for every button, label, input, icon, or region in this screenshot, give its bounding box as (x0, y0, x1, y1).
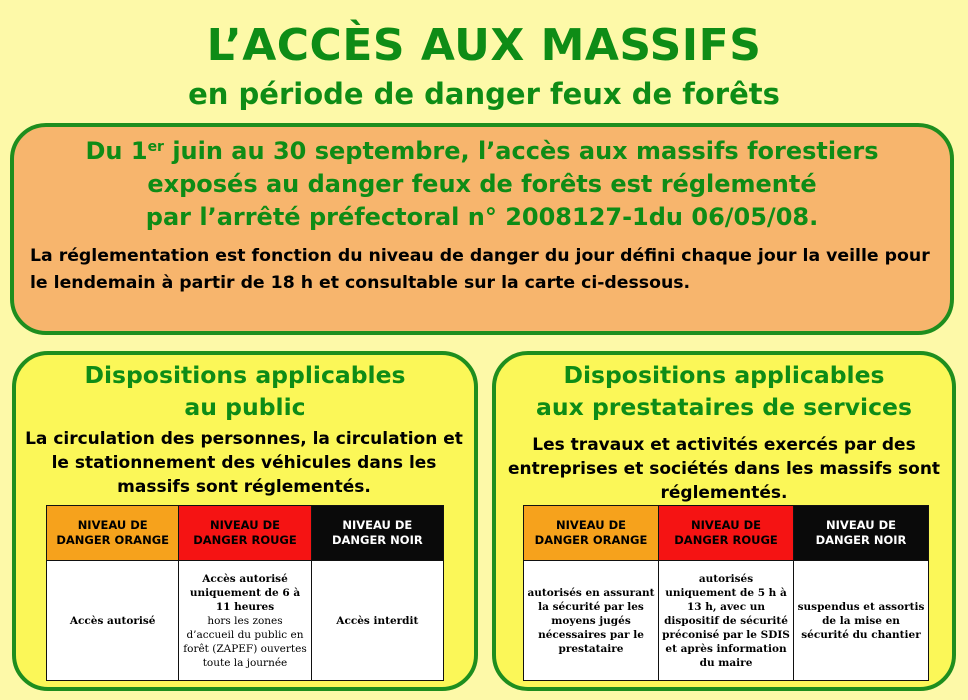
regulation-intro-box (10, 123, 954, 335)
regulation-lead-line-3: par l’arrêté préfectoral n° 2008127-1du 06/05/08. (145, 203, 819, 231)
page-title: L’ACCÈS AUX MASSIFS (206, 20, 762, 71)
public-panel-text: La circulation des personnes, la circulation et le stationnement des véhicules dans les massifs sont réglementés. (25, 429, 463, 497)
providers-panel-title: Dispositions applicables aux prestataires de services (536, 361, 912, 421)
cell-public-black: Accès interdit (311, 561, 443, 681)
header-danger-orange: NIVEAU DE DANGER ORANGE (47, 506, 179, 561)
regulation-body-text: La réglementation est fonction du niveau de danger du jour défini chaque jour la veille pour le lendemain à partir de 18 h et consultable sur la carte ci-dessous. (30, 246, 930, 293)
cell-providers-black: suspendus et assortis de la mise en sécurité du chantier (794, 561, 929, 681)
page-subtitle: en période de danger feux de forêts (188, 77, 780, 111)
public-panel-title: Dispositions applicables au public (84, 361, 406, 421)
header-danger-black: NIVEAU DE DANGER NOIR (311, 506, 443, 561)
header-danger-black: NIVEAU DE DANGER NOIR (794, 506, 929, 561)
header-danger-orange: NIVEAU DE DANGER ORANGE (524, 506, 659, 561)
cell-providers-red: autorisés uniquement de 5 h à 13 h, avec un dispositif de sécurité préconisé par le SDIS et après information du maire (659, 561, 794, 681)
providers-panel-text: Les travaux et activités exercés par des entreprises et sociétés dans les massifs sont réglementés. (507, 435, 941, 503)
public-provisions-panel (12, 351, 478, 691)
header-danger-red: NIVEAU DE DANGER ROUGE (659, 506, 794, 561)
ordinal-superscript: er (147, 139, 164, 155)
header-danger-red: NIVEAU DE DANGER ROUGE (179, 506, 311, 561)
regulation-lead-line-2: exposés au danger feux de forêts est réglementé (147, 170, 817, 198)
cell-public-red: Accès autorisé uniquement de 6 à 11 heures hors les zones d’accueil du public en forêt (ZAPEF) ouvertes toute la journée (179, 561, 311, 681)
providers-provisions-panel (492, 351, 956, 691)
cell-providers-orange: autorisés en assurant la sécurité par les moyens jugés nécessaires par le prestataire (524, 561, 659, 681)
regulation-lead (14, 135, 950, 234)
cell-public-orange: Accès autorisé (47, 561, 179, 681)
regulation-lead-line-1: Du 1er juin au 30 septembre, l’accès aux massifs forestiers (85, 137, 879, 165)
providers-danger-table (523, 505, 929, 681)
public-danger-table (46, 505, 444, 681)
